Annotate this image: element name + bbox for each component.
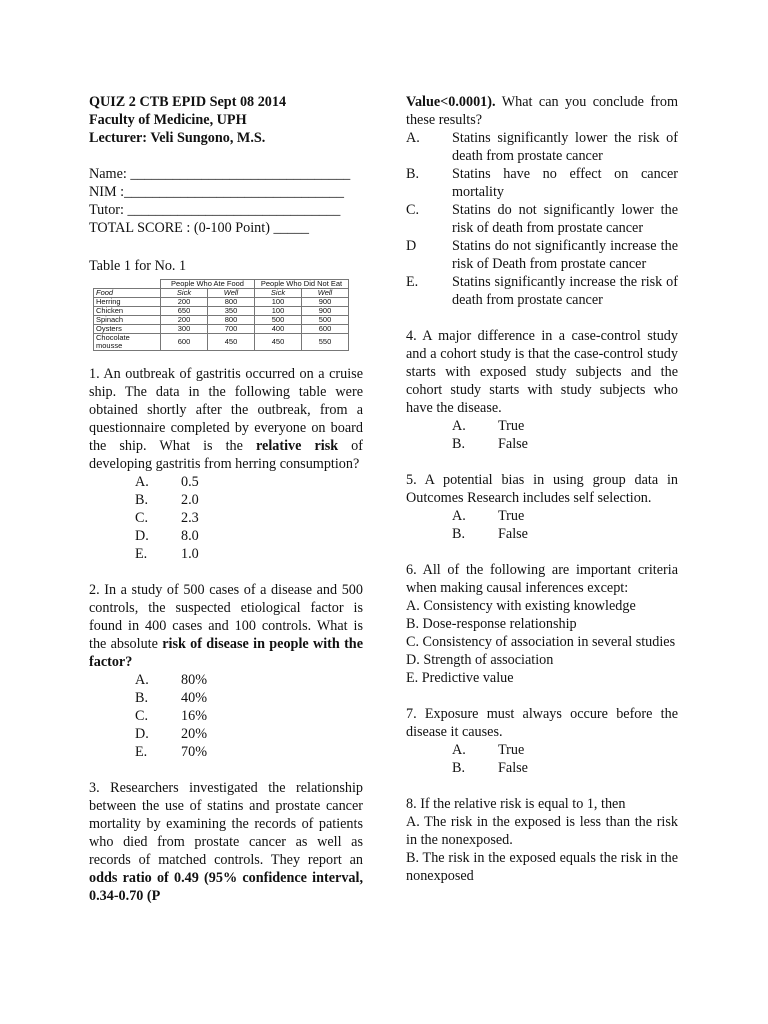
table-cell: Herring bbox=[94, 298, 161, 307]
table-row bbox=[94, 298, 349, 307]
quiz-title: QUIZ 2 CTB EPID Sept 08 2014 bbox=[89, 94, 287, 110]
question-8: 8. If the relative risk is equal to 1, then bbox=[406, 796, 626, 812]
q6-option-c[interactable]: C. Consistency of association in several studies bbox=[406, 634, 676, 650]
table-header-cell: Food bbox=[94, 289, 161, 298]
q5-option-a[interactable]: A. True bbox=[452, 508, 525, 524]
total-score-field[interactable]: TOTAL SCORE : (0-100 Point) _____ bbox=[89, 220, 309, 236]
q6-option-e[interactable]: E. Predictive value bbox=[406, 670, 514, 686]
q2-option-d[interactable]: D. 20% bbox=[135, 726, 208, 742]
question-2: 2. In a study of 500 cases of a disease and 500 controls, the suspected etiological factor is found in 400 cases and 100 controls. What is the absolute risk of disease in people with the factor? bbox=[89, 582, 363, 670]
table-group-header-row bbox=[94, 280, 349, 289]
question-5: 5. A potential bias in using group data in Outcomes Research includes self selection. bbox=[406, 472, 678, 506]
table-cell: 550 bbox=[302, 334, 349, 351]
name-field[interactable]: Name: _______________________________ bbox=[89, 166, 351, 182]
right-column bbox=[406, 93, 678, 885]
table-cell: 350 bbox=[208, 307, 255, 316]
table-cell: 100 bbox=[255, 298, 302, 307]
q3-option-a[interactable]: A. Statins significantly lower the risk of death from prostate cancer bbox=[406, 130, 678, 164]
q5-option-b[interactable]: B. False bbox=[452, 526, 528, 542]
table-caption: Table 1 for No. 1 bbox=[89, 258, 187, 274]
table-row bbox=[94, 325, 349, 334]
q2-option-c[interactable]: C. 16% bbox=[135, 708, 208, 724]
table-cell: 600 bbox=[161, 334, 208, 351]
q1-option-d[interactable]: D. 8.0 bbox=[135, 528, 199, 544]
table-row bbox=[94, 316, 349, 325]
table-cell: 200 bbox=[161, 316, 208, 325]
q8-option-b[interactable]: B. The risk in the exposed equals the risk in the nonexposed bbox=[406, 850, 678, 884]
table-header-cell: Sick bbox=[161, 289, 208, 298]
table-cell: 900 bbox=[302, 298, 349, 307]
table-group-header: People Who Did Not Eat bbox=[255, 280, 349, 289]
table-cell: 800 bbox=[208, 298, 255, 307]
question-3-part-2: Value<0.0001). What can you conclude from these results? bbox=[406, 94, 678, 128]
q1-option-e[interactable]: E. 1.0 bbox=[135, 546, 199, 562]
table-cell: 900 bbox=[302, 307, 349, 316]
q2-option-e[interactable]: E. 70% bbox=[135, 744, 208, 760]
food-table bbox=[93, 279, 349, 351]
table-row bbox=[94, 334, 349, 351]
table-cell: 650 bbox=[161, 307, 208, 316]
q3-option-c[interactable]: C. Statins do not significantly lower the risk of death from prostate cancer bbox=[406, 202, 678, 236]
q3-option-d[interactable]: D Statins do not significantly increase the risk of Death from prostate cancer bbox=[406, 238, 678, 272]
q1-option-b[interactable]: B. 2.0 bbox=[135, 492, 199, 508]
q3-option-e[interactable]: E. Statins significantly increase the risk of death from prostate cancer bbox=[406, 274, 678, 308]
table-cell: 450 bbox=[255, 334, 302, 351]
table-group-header: People Who Ate Food bbox=[161, 280, 255, 289]
table-cell: 800 bbox=[208, 316, 255, 325]
q7-option-b[interactable]: B. False bbox=[452, 760, 528, 776]
table-header-cell: Well bbox=[302, 289, 349, 298]
q6-option-a[interactable]: A. Consistency with existing knowledge bbox=[406, 598, 636, 614]
q8-option-a[interactable]: A. The risk in the exposed is less than the risk in the nonexposed. bbox=[406, 814, 678, 848]
table-row bbox=[94, 307, 349, 316]
table-header-cell: Sick bbox=[255, 289, 302, 298]
q1-option-c[interactable]: C. 2.3 bbox=[135, 510, 199, 526]
q1-option-a[interactable]: A. 0.5 bbox=[135, 474, 199, 490]
nim-field[interactable]: NIM :_______________________________ bbox=[89, 184, 344, 200]
faculty-line: Faculty of Medicine, UPH bbox=[89, 112, 247, 128]
q6-option-d[interactable]: D. Strength of association bbox=[406, 652, 554, 668]
question-4: 4. A major difference in a case-control study and a cohort study is that the case-control study starts with exposed study subjects and the cohort study starts with study subjects who have the disease. bbox=[406, 328, 678, 416]
table-cell: 400 bbox=[255, 325, 302, 334]
q7-option-a[interactable]: A. True bbox=[452, 742, 525, 758]
q4-option-a[interactable]: A. True bbox=[452, 418, 525, 434]
table-cell: 300 bbox=[161, 325, 208, 334]
q2-option-b[interactable]: B. 40% bbox=[135, 690, 208, 706]
table-cell: 500 bbox=[302, 316, 349, 325]
question-7: 7. Exposure must always occure before the disease it causes. bbox=[406, 706, 678, 740]
q6-option-b[interactable]: B. Dose-response relationship bbox=[406, 616, 577, 632]
table-cell: Chocolate mousse bbox=[94, 334, 161, 351]
lecturer-line: Lecturer: Veli Sungono, M.S. bbox=[89, 130, 266, 146]
table-cell: Spinach bbox=[94, 316, 161, 325]
q2-option-a[interactable]: A. 80% bbox=[135, 672, 208, 688]
table-sub-header-row bbox=[94, 289, 349, 298]
tutor-field[interactable]: Tutor: ______________________________ bbox=[89, 202, 341, 218]
table-header-cell: Well bbox=[208, 289, 255, 298]
table-cell: 700 bbox=[208, 325, 255, 334]
q3-option-b[interactable]: B. Statins have no effect on cancer mortality bbox=[406, 166, 678, 200]
table-cell: 500 bbox=[255, 316, 302, 325]
table-cell: 600 bbox=[302, 325, 349, 334]
question-6: 6. All of the following are important criteria when making causal inferences except: bbox=[406, 562, 678, 596]
table-cell: Chicken bbox=[94, 307, 161, 316]
table-cell: 200 bbox=[161, 298, 208, 307]
question-3-part-1: 3. Researchers investigated the relationship between the use of statins and prostate cancer mortality by examining the records of patients who died from prostate cancer as well as records of matched controls. They report an odds ratio of 0.49 (95% confidence interval, 0.34-0.70 (P bbox=[89, 780, 363, 904]
table-cell: 450 bbox=[208, 334, 255, 351]
left-column bbox=[89, 93, 363, 905]
question-1: 1. An outbreak of gastritis occurred on a cruise ship. The data in the following table were obtained shortly after the outbreak, from a questionnaire completed by everyone on board the ship. What is the relative risk of developing gastritis from herring consumption? bbox=[89, 366, 363, 472]
table-cell: 100 bbox=[255, 307, 302, 316]
table-cell: Oysters bbox=[94, 325, 161, 334]
q4-option-b[interactable]: B. False bbox=[452, 436, 528, 452]
